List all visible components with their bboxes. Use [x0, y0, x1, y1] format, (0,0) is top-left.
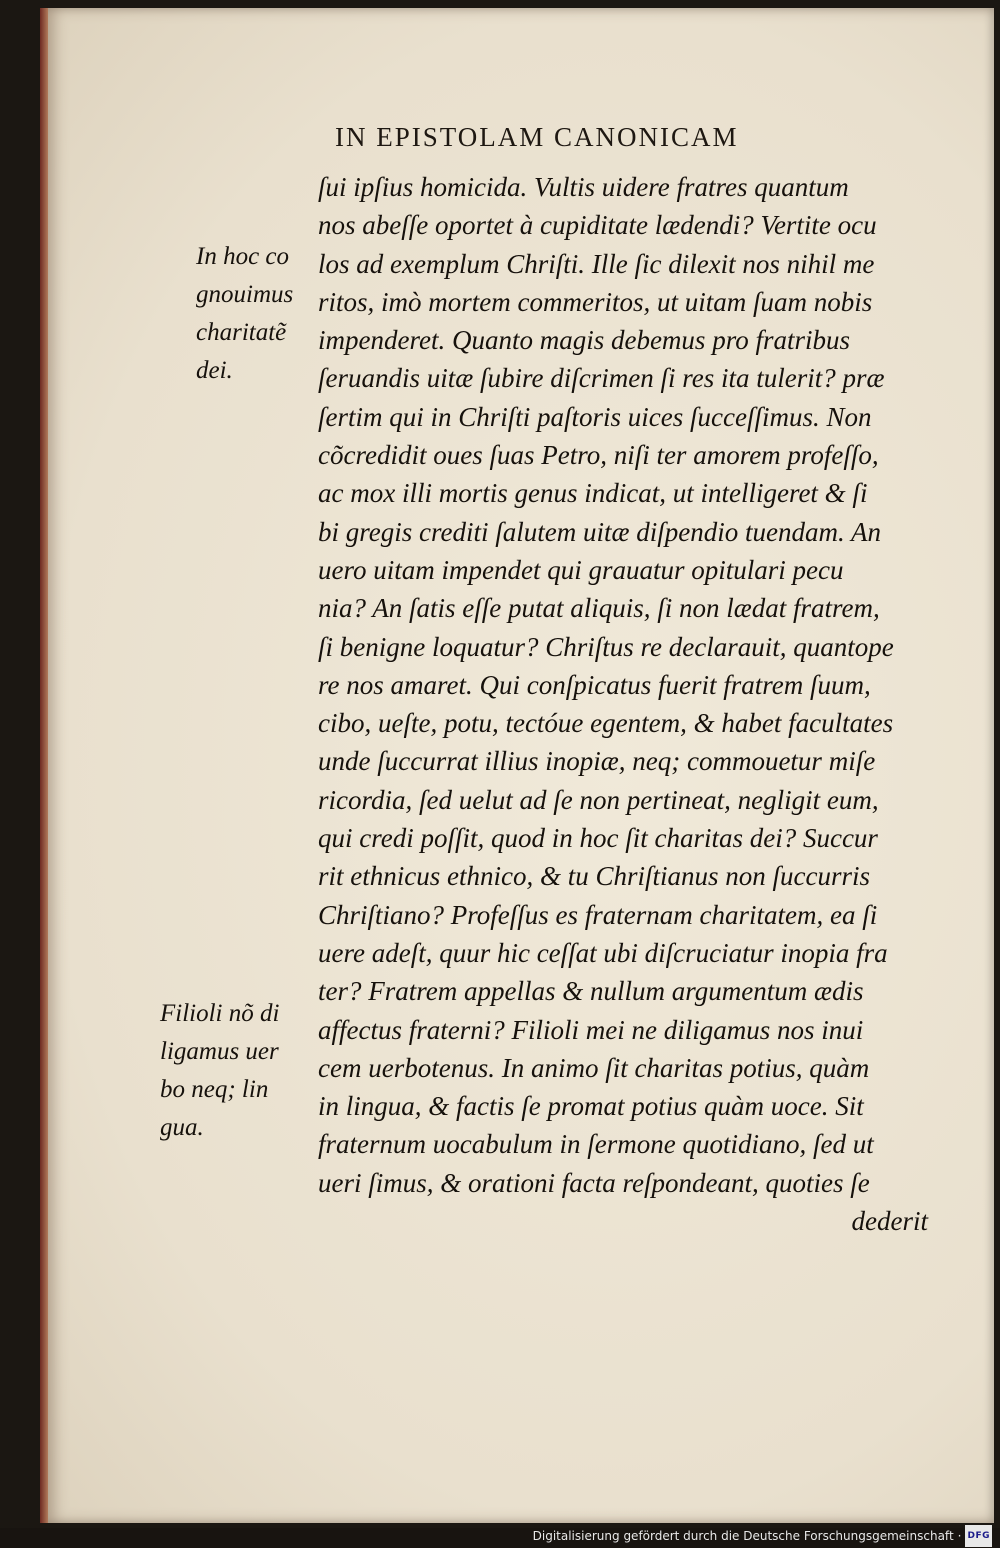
text-line: bi gregis crediti ſalutem uitæ diſpendio tuendam. An [318, 516, 881, 547]
text-line: impenderet. Quanto magis debemus pro fratribus [318, 325, 850, 356]
marginal-note-line: charitatẽ [196, 319, 287, 346]
text-line: cibo, ueſte, potu, tectóue egentem, & habet facultates [318, 708, 894, 739]
text-line: los ad exemplum Chriſti. Ille ſic dilexit nos nihil me [318, 248, 875, 279]
footer-separator: · [957, 1529, 962, 1543]
marginal-note-line: gnouimus [196, 281, 294, 308]
page-binding-edge [40, 8, 48, 1523]
text-line: Chriſtiano? Profeſſus es fraternam charitatem, ea ſi [318, 899, 878, 930]
text-line: ſui ipſius homicida. Vultis uidere fratres quantum [318, 172, 849, 202]
text-line: ac mox illi mortis genus indicat, ut intelligeret & ſi [318, 478, 868, 509]
text-line: rit ethnicus ethnico, & tu Chriſtianus non ſuccurris [318, 861, 870, 892]
text-line: cõcredidit oues ſuas Petro, niſi ter amorem profeſſo, [318, 440, 879, 471]
marginal-note-filioli [160, 995, 318, 1147]
footer-text: Digitalisierung gefördert durch die Deutsche Forschungsgemeinschaft [532, 1529, 954, 1543]
main-text-block [318, 168, 948, 1240]
marginal-note-line: gua. [160, 1114, 204, 1141]
text-line: ritos, imò mortem commeritos, ut uitam ſuam nobis [318, 286, 873, 317]
catchword: dederit [851, 1206, 928, 1237]
text-line: cem uerbotenus. In animo ſit charitas potius, quàm [318, 1052, 870, 1083]
running-head: IN EPISTOLAM CANONICAM [335, 122, 739, 152]
text-line: affectus fraterni? Filioli mei ne diligamus nos inui [318, 1014, 864, 1045]
text-line: uere adeſt, quur hic ceſſat ubi diſcruciatur inopia fra [318, 937, 888, 968]
text-line: fraternum uocabulum in ſermone quotidiano, ſed ut [318, 1129, 874, 1160]
text-line: in lingua, & factis ſe promat potius quàm uoce. Sit [318, 1091, 864, 1122]
digitization-credit [533, 1526, 992, 1546]
text-line: ricordia, ſed uelut ad ſe non pertineat, negligit eum, [318, 784, 879, 815]
text-line: ueri ſimus, & orationi facta reſpondeant, quoties ſe [318, 1167, 870, 1198]
marginal-note-line: bo neq; lin [160, 1076, 269, 1103]
dfg-logo-icon: DFG [965, 1525, 992, 1547]
marginal-note-line: Filioli nõ di [160, 1000, 280, 1027]
text-line: re nos amaret. Qui conſpicatus fuerit fratrem ſuum, [318, 669, 871, 700]
text-line: qui credi poſſit, quod in hoc ſit charitas dei? Succur [318, 823, 878, 854]
text-line: unde ſuccurrat illius inopiæ, neq; commouetur miſe [318, 746, 876, 777]
marginal-note-line: dei. [196, 357, 233, 384]
marginal-note-line: ligamus uer [160, 1038, 279, 1065]
text-line: uero uitam impendet qui grauatur opitulari pecu [318, 554, 844, 585]
text-line: nia? An ſatis eſſe putat aliquis, ſi non lædat fratrem, [318, 593, 880, 624]
text-line: ſeruandis uitæ ſubire diſcrimen ſi res ita tulerit? præ [318, 363, 885, 394]
marginal-note-line: In hoc co [196, 243, 290, 270]
text-line: ter? Fratrem appellas & nullum argumentum ædis [318, 976, 864, 1007]
text-line: ſi benigne loquatur? Chriſtus re declarauit, quantope [318, 631, 894, 662]
text-line: nos abeſſe oportet à cupiditate lædendi? Vertite ocu [318, 210, 877, 241]
text-line: ſertim qui in Chriſti paſtoris uices ſucceſſimus. Non [318, 401, 872, 432]
